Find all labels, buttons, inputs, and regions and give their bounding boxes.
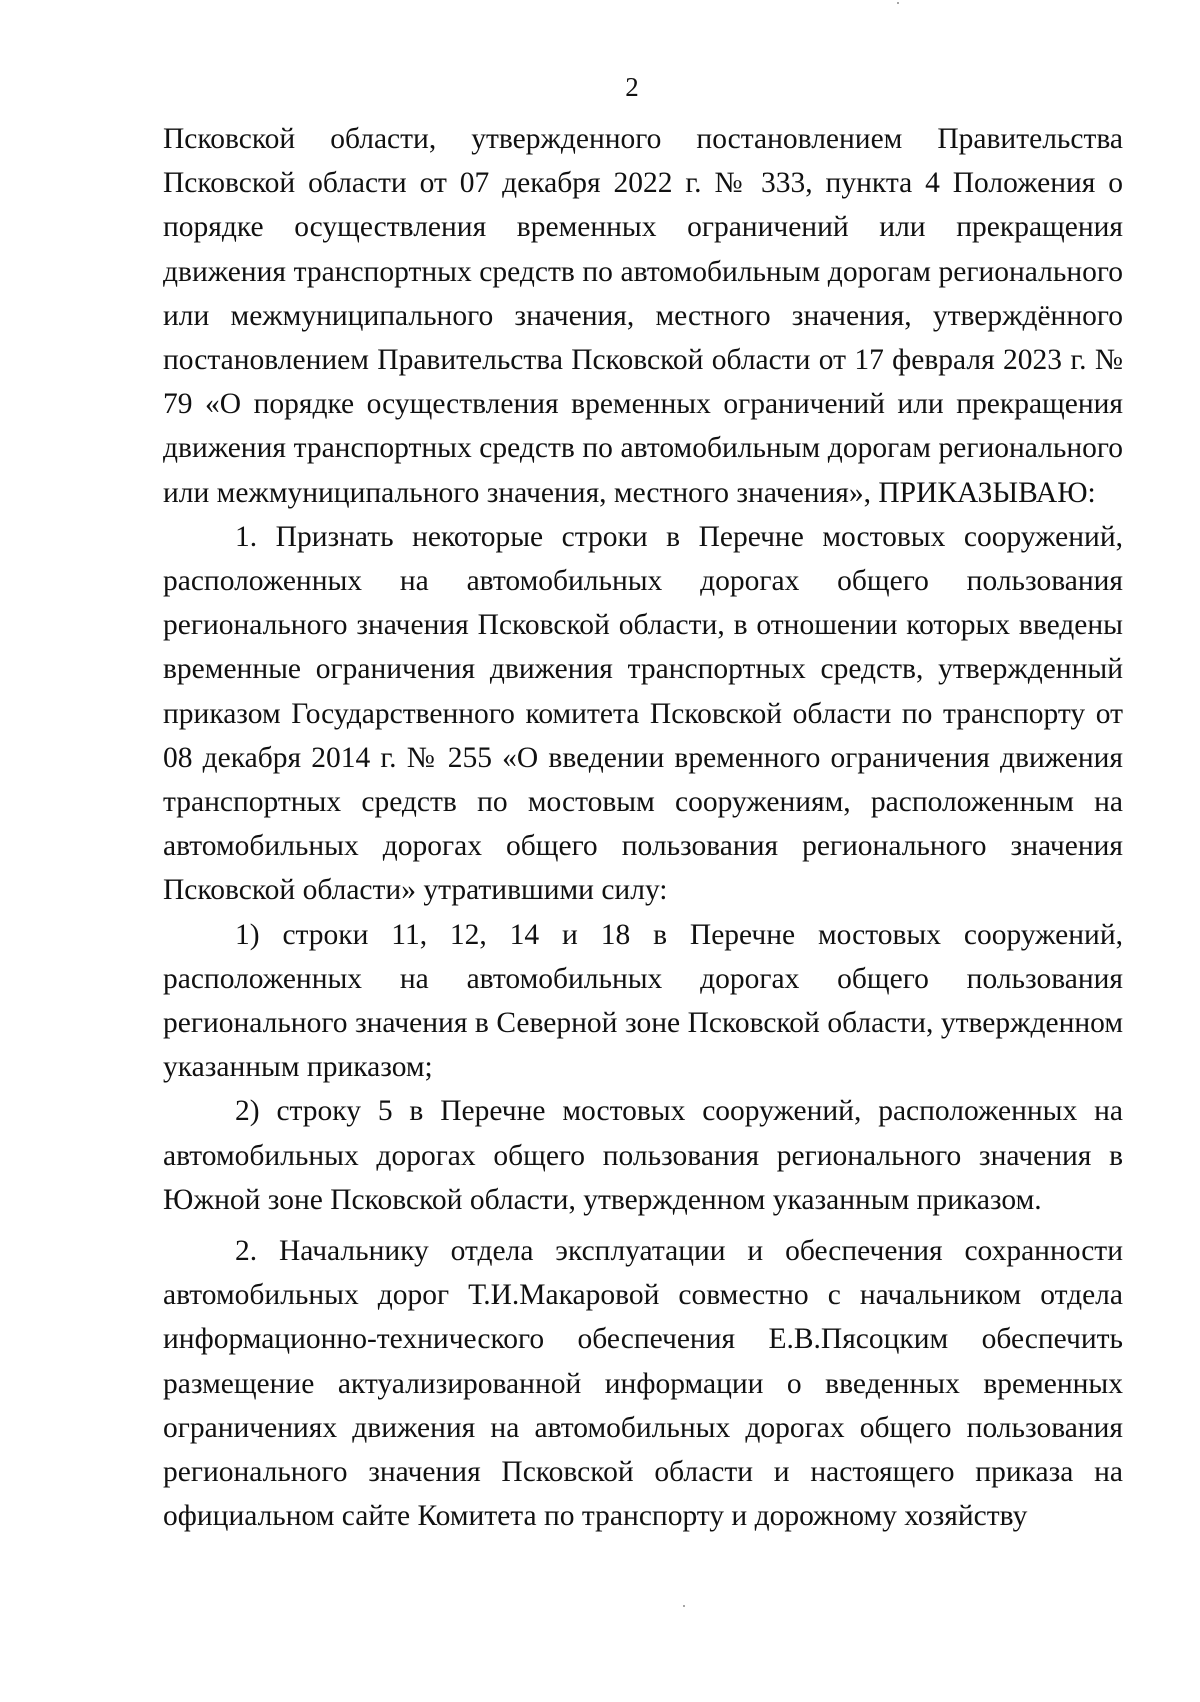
order-item-2: 2. Начальнику отдела эксплуатации и обеспечения сохранности автомобильных дорог Т.И.Макаровой совместно с начальником отдела информационно-технического обеспечения Е.В.Пясоцким обеспечить размещение актуализированной информации о введенных временных ограничениях движения на автомобильных дорогах общего пользования регионального значения Псковской области и настоящего приказа на официальном сайте Комитета по транспорту и дорожному хозяйству: [163, 1235, 1123, 1533]
intro-paragraph: Псковской области, утвержденного постановлением Правительства Псковской области от 07 декабря 2022 г. № 333, пункта 4 Положения о порядке осуществления временных ограничений или прекращения движения транспортных средств по автомобильным дорогам регионального или межмуниципального значения, местного значения, утверждённого постановлением Правительства Псковской области от 17 февраля 2023 г. № 79 «О порядке осуществления временных ограничений или прекращения движения транспортных средств по автомобильным дорогам регионального или межмуниципального значения, местного значения», ПРИКАЗЫВАЮ:: [163, 123, 1123, 509]
order-item-1: 1. Признать некоторые строки в Перечне мостовых сооружений, расположенных на автомобильных дорогах общего пользования регионального значения Псковской области, в отношении которых введены временные ограничения движения транспортных средств, утвержденный приказом Государственного комитета Псковской области по транспорту от 08 декабря 2014 г. № 255 «О введении временного ограничения движения транспортных средств по мостовым сооружениям, расположенным на автомобильных дорогах общего пользования регионального значения Псковской области» утратившими силу:: [163, 520, 1123, 907]
order-item-1-subitem-1: 1) строки 11, 12, 14 и 18 в Перечне мостовых сооружений, расположенных на автомобильных дорогах общего пользования регионального значения в Северной зоне Псковской области, утвержденном указанным приказом;: [163, 918, 1123, 1084]
scan-speck: [897, 2, 899, 4]
page-number: 2: [625, 72, 639, 102]
order-item-1-subitem-2: 2) строку 5 в Перечне мостовых сооружений, расположенных на автомобильных дорогах общего пользования регионального значения в Южной зоне Псковской области, утвержденном указанным приказом.: [163, 1095, 1123, 1216]
document-body: [163, 117, 1123, 1539]
scan-speck: [683, 1605, 685, 1607]
